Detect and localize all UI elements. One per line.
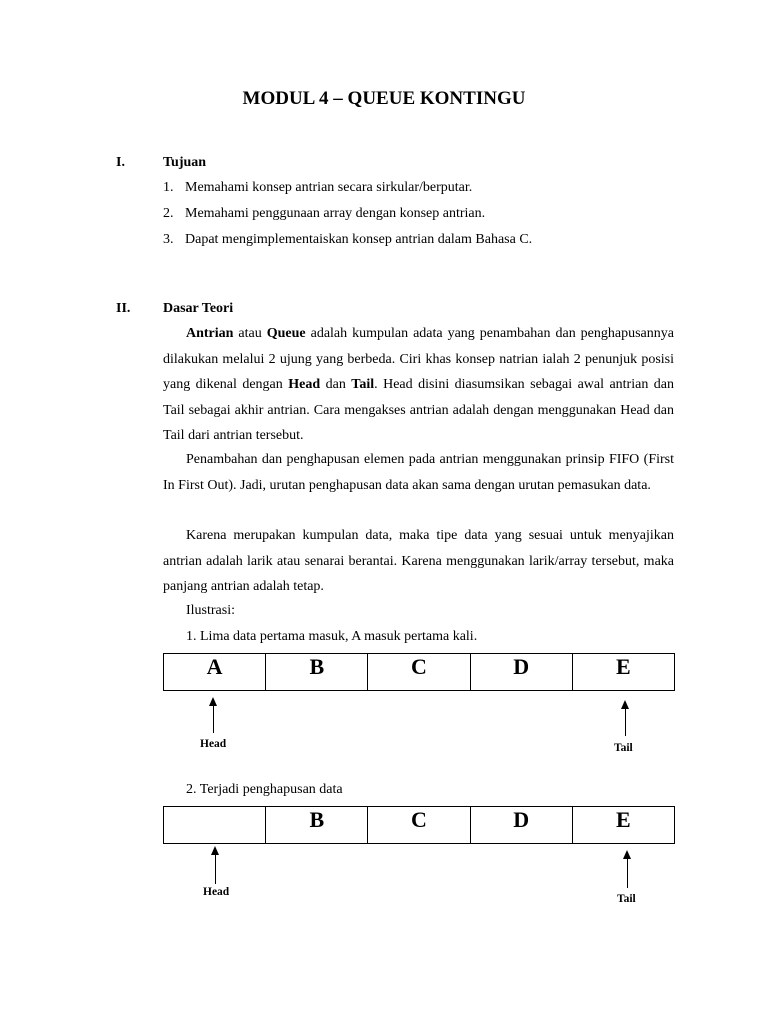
tail-label: Tail — [617, 893, 636, 905]
text-run: adalah kumpulan adata yang penambahan dan penghapusannya dilakukan melalui 2 ujung yang berbeda. Ciri khas konsep natrian ialah 2 penunjuk posisi yang dikenal dengan — [163, 326, 674, 392]
head-label: Head — [203, 886, 230, 898]
illustration-label: Ilustrasi: — [186, 603, 235, 618]
queue-cell — [164, 807, 266, 844]
queue-cell: D — [470, 654, 572, 691]
queue-cell: C — [368, 807, 470, 844]
queue-array-2 — [163, 806, 675, 844]
list-item — [163, 232, 532, 248]
tail-arrow-icon — [619, 700, 633, 736]
section-2-heading: Dasar Teori — [163, 301, 234, 316]
head-label: Head — [200, 738, 227, 750]
tail-arrow-icon — [621, 850, 635, 888]
text-run: atau — [233, 326, 267, 341]
queue-cell: B — [266, 807, 368, 844]
queue-cell: B — [266, 654, 368, 691]
illustration-1-caption: 1. Lima data pertama masuk, A masuk pertama kali. — [186, 629, 478, 644]
list-item-number: 3. — [163, 232, 174, 247]
queue-cell: E — [572, 807, 674, 844]
list-item-number: 2. — [163, 206, 174, 221]
queue-array-1 — [163, 653, 675, 691]
head-arrow-icon — [209, 846, 223, 884]
section-1-number: I. — [116, 155, 125, 170]
list-item-text: Dapat mengimplementaiskan konsep antrian dalam Bahasa C. — [185, 232, 533, 247]
term-head: Head — [288, 377, 321, 392]
list-item-text: Memahami penggunaan array dengan konsep antrian. — [185, 206, 486, 221]
queue-cell: C — [368, 654, 470, 691]
list-item — [163, 180, 472, 196]
head-arrow-icon — [207, 697, 221, 733]
text-run: . Head disini diasumsikan sebagai awal antrian dan Tail sebagai akhir antrian. Cara mengakses antrian adalah dengan menggunakan Head dan Tail dari antrian tersebut. — [163, 377, 674, 443]
page-title: MODUL 4 – QUEUE KONTINGU — [242, 88, 526, 109]
term-antrian: Antrian — [186, 326, 234, 341]
queue-cell: A — [164, 654, 266, 691]
term-tail: Tail — [351, 377, 375, 392]
tail-label: Tail — [614, 742, 633, 754]
queue-cell: D — [470, 807, 572, 844]
section-1-heading: Tujuan — [163, 155, 207, 170]
text-run: dan — [320, 377, 352, 392]
paragraph-fifo: Penambahan dan penghapusan elemen pada antrian menggunakan prinsip FIFO (First In First Out). Jadi, urutan penghapusan data akan sama dengan urutan pemasukan data. — [163, 452, 674, 493]
list-item-number: 1. — [163, 180, 174, 195]
paragraph-larik: Karena merupakan kumpulan data, maka tipe data yang sesuai untuk menyajikan antrian adalah larik atau senarai berantai. Karena menggunakan larik/array tersebut, maka panjang antrian adalah tetap. — [163, 528, 674, 594]
section-2-number: II. — [116, 301, 131, 316]
illustration-2-caption: 2. Terjadi penghapusan data — [186, 782, 343, 797]
term-queue: Queue — [266, 326, 306, 341]
queue-cell: E — [572, 654, 674, 691]
list-item-text: Memahami konsep antrian secara sirkular/berputar. — [185, 180, 473, 195]
list-item — [163, 206, 485, 222]
paragraph-antrian — [163, 321, 674, 449]
